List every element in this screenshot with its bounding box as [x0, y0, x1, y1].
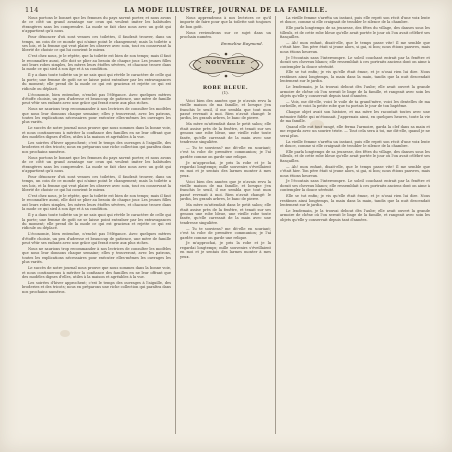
story-part-number: (1). — [222, 90, 229, 96]
paragraph: Ma mère m'attendait dans le petit salon; elle était assise près de la fenêtre, et tenait sur ses genoux une robe bleue, une vieille robe toute fanée, qu'elle caressait de la main avec une tendresse singulière. — [180, 122, 271, 144]
paragraph: — Tu te souviens? me dit-elle en souriant; c'est ta robe de première communion; je l'ai gardée comme on garde une relique. — [180, 226, 271, 240]
middle-column — [180, 16, 271, 436]
paragraph: Les soirées d'hiver approchent; c'est le temps des ouvrages à l'aiguille, des broderies et des tricots; nous en préparons une riche collection qui paraîtra dans nos prochains numéros. — [22, 280, 171, 294]
paragraph: Nous ne saurions trop recommander à nos lectrices de consulter les modèles que nous leur donnons chaque semaine; elles y trouveront, avec les patrons, toutes les explications nécessaires pour exécuter elles-mêmes les ouvrages les plus variés. — [22, 107, 171, 125]
paragraph: Nous ne saurions trop recommander à nos lectrices de consulter les modèles que nous leur donnons chaque semaine; elles y trouveront, avec les patrons, toutes les explications nécessaires pour exécuter elles-mêmes les ouvrages les plus variés. — [22, 247, 171, 265]
paragraph: Le succès de notre journal nous prouve que nous sommes dans la bonne voie, et nous continuerons à mériter la confiance des familles en ne leur offrant que des modèles dignes d'elles, utiles à la maison et agréables à la vue. — [22, 126, 171, 140]
paragraph: — Vois, me dit-elle, voici le voile de ta grand'mère, voici les dentelles de ma corbeille, et voici la petite robe que tu portais le jour de ton baptême. — [280, 99, 430, 109]
paragraph: Voici bien des années que je n'avais revu la vieille maison de ma famille, et lorsque j'en franchis le seuil, il me sembla que tout mon passé revenait à moi. Rien n'avait changé: le jardin, les grands arbres, le banc de pierre. — [180, 179, 271, 202]
paragraph: Nous reviendrons sur ce sujet dans un prochain numéro. — [180, 30, 271, 40]
right-column — [280, 16, 430, 436]
paragraph: La vieille femme s'arrêta un instant, puis elle reprit son récit d'une voix lente et douce, comme si elle craignait de troubler le silence de la chambre. — [280, 16, 430, 25]
column-divider — [275, 16, 276, 434]
paragraph: Le lendemain, je la trouvai debout dès l'aube; elle avait ouvert la grande armoire de chêne où l'on serrait le linge de la famille, et rangeait avec soin les objets qu'elle y conservait depuis tant d'années. — [280, 85, 430, 98]
section-label: NOUVELLE — [205, 59, 246, 66]
paragraph: Je l'écoutais sans l'interrompre. Le soleil couchant entrait par la fenêtre et dorait ses cheveux blancs; elle ressemblait à ces portraits anciens dont on aime à contempler la douce sérénité. — [280, 55, 430, 69]
paragraph: — Ah! mon enfant, disait-elle, que le temps passe vite! Il me semble que c'était hier. Ton père était si jeune alors, si gai, si bon; nous étions pauvres, mais nous étions heureux. — [280, 41, 430, 54]
paragraph: Elle se tut enfin; je vis qu'elle était émue, et je n'osai rien lui dire. Nous restâmes ainsi longtemps, la main dans la main, tandis que la nuit descendait lentement sur le jardin. — [280, 194, 430, 207]
paragraph: Pour dénoncer d'où sont venues ces toilettes, il faudrait trouver, dans un temps, un coin de ce monde qui n'aime point le changement; mais la toilette a ses lois, et la femme qui veut plaire les observe avec soin, tout en conservant la liberté de choisir ce qui lui convient le mieux. — [22, 35, 171, 53]
paragraph: L'économie, bien entendue, n'exclut pas l'élégance. Avec quelques mètres d'étoffe choisie, un peu d'adresse et beaucoup de patience, une mère de famille peut vêtir ses enfants avec une grâce qui ferait envie aux plus riches. — [22, 92, 171, 106]
paragraph: Je l'écoutais sans l'interrompre. Le soleil couchant entrait par la fenêtre et dorait ses cheveux blancs; elle ressemblait à ces portraits anciens dont on aime à contempler la douce sérénité. — [280, 179, 430, 193]
paragraph: — Tu te souviens? me dit-elle en souriant; c'est ta robe de première communion; je l'ai gardée comme on garde une relique. — [180, 145, 271, 159]
paragraph: C'est chez nous, je le répète, que la toilette est bien de son temps; mais il faut le reconnaître aussi, elle doit se plier au besoin de chaque jour. Les jeunes filles ont leurs robes simples, les mères leurs étoffes sévères, et chacune trouve dans la mode ce qui sied à son âge et à sa condition. — [22, 54, 171, 72]
column-divider — [175, 16, 176, 434]
left-column — [22, 16, 171, 436]
paragraph: C'est chez nous, je le répète, que la toilette est bien de son temps; mais il faut le reconnaître aussi, elle doit se plier au besoin de chaque jour. Les jeunes filles ont leurs robes simples, les mères leurs étoffes sévères, et chacune trouve dans la mode ce qui sied à son âge et à sa condition. — [22, 194, 171, 212]
author-signature: Emmeline Raymond. — [220, 40, 263, 46]
paragraph: Chaque objet avait son histoire, et ma mère les racontait toutes avec une mémoire fidèle qui m'étonnait. J'apprenais ainsi, en quelques heures, toute la vie de ma famille. — [280, 110, 430, 124]
paragraph: Ma mère m'attendait dans le petit salon; elle était assise près de la fenêtre, et tenait sur ses genoux une robe bleue, une vieille robe toute fanée, qu'elle caressait de la main avec une tendresse singulière. — [180, 203, 271, 225]
journal-title: LA MODE ILLUSTRÉE, JOURNAL DE LA FAMILLE. — [124, 6, 328, 14]
running-header — [0, 6, 452, 16]
section-banner — [187, 50, 265, 80]
paragraph: — Ah! mon enfant, disait-elle, que le temps passe vite! Il me semble que c'était hier. Ton père était si jeune alors, si gai, si bon; nous étions pauvres, mais nous étions heureux. — [280, 164, 430, 178]
paragraph: La vieille femme s'arrêta un instant, puis elle reprit son récit d'une voix lente et douce, comme si elle craignait de troubler le silence de la chambre. — [280, 139, 430, 149]
paragraph: Il y a dans toute toilette un je ne sais quoi qui révèle le caractère de celle qui la porte; une femme de goût ne se laisse point entraîner par les extravagances du moment; elle prend de la mode ce qui est gracieux et rejette ce qui est ridicule ou déplacé. — [22, 213, 171, 231]
paragraph: Nous portons le bonnet que les femmes du pays savent porter, et nous avons de ce côté un grand avantage sur ceux qui veulent imiter les habitudes étrangères sans les comprendre. La mode se fait chez nous avec un goût qui n'appartient qu'à nous. — [22, 16, 171, 34]
paragraph: Pour dénoncer d'où sont venues ces toilettes, il faudrait trouver, dans un temps, un coin de ce monde qui n'aime point le changement; mais la toilette a ses lois, et la femme qui veut plaire les observe avec soin, tout en conservant la liberté de choisir ce qui lui convient le mieux. — [22, 174, 171, 193]
paragraph: L'économie, bien entendue, n'exclut pas l'élégance. Avec quelques mètres d'étoffe choisie, un peu d'adresse et beaucoup de patience, une mère de famille peut vêtir ses enfants avec une grâce qui ferait envie aux plus riches. — [22, 232, 171, 246]
paragraph: Elle parla longtemps de sa jeunesse, des fêtes du village, des danses sous les tilleuls, et de cette robe bleue qu'elle avait portée le jour où l'on avait célébré ses fiançailles. — [280, 149, 430, 163]
paragraph: Les soirées d'hiver approchent; c'est le temps des ouvrages à l'aiguille, des broderies et des tricots; nous en préparons une riche collection qui paraîtra dans nos prochains numéros. — [22, 141, 171, 154]
paragraph: Je m'approchai, je pris la robe et je la regardai longtemps; mille souvenirs s'éveillaient en moi et je sentais des larmes monter à mes yeux. — [180, 160, 271, 178]
page-number: 114 — [25, 6, 39, 14]
paragraph: Voici bien des années que je n'avais revu la vieille maison de ma famille, et lorsque j'en franchis le seuil, il me sembla que tout mon passé revenait à moi. Rien n'avait changé: le jardin, les grands arbres, le banc de pierre. — [180, 98, 271, 121]
paragraph: Le succès de notre journal nous prouve que nous sommes dans la bonne voie, et nous continuerons à mériter la confiance des familles en ne leur offrant que des modèles dignes d'elles, utiles à la maison et agréables à la vue. — [22, 266, 171, 279]
paragraph: Nous portons le bonnet que les femmes du pays savent porter, et nous avons de ce côté un grand avantage sur ceux qui veulent imiter les habitudes étrangères sans les comprendre. La mode se fait chez nous avec un goût qui n'appartient qu'à nous. — [22, 155, 171, 173]
paragraph: Elle parla longtemps de sa jeunesse, des fêtes du village, des danses sous les tilleuls, et de cette robe bleue qu'elle avait portée le jour où l'on avait célébré ses fiançailles. — [280, 26, 430, 40]
paragraph: Elle se tut enfin; je vis qu'elle était émue, et je n'osai rien lui dire. Nous restâmes ainsi longtemps, la main dans la main, tandis que la nuit descendait lentement sur le jardin. — [280, 70, 430, 84]
paragraph: Nous apprendrons à nos lectrices ce qu'il importe de faire pour que la toilette soit toujours de bon goût. — [180, 16, 271, 29]
paragraph: Je m'approchai, je pris la robe et je la regardai longtemps; mille souvenirs s'éveillaient en moi et je sentais des larmes monter à mes yeux. — [180, 241, 271, 259]
paragraph: Le lendemain, je la trouvai debout dès l'aube; elle avait ouvert la grande armoire de chêne où l'on serrait le linge de la famille, et rangeait avec soin les objets qu'elle y conservait depuis tant d'années. — [280, 208, 430, 222]
paragraph: Il y a dans toute toilette un je ne sais quoi qui révèle le caractère de celle qui la porte; une femme de goût ne se laisse point entraîner par les extravagances du moment; elle prend de la mode ce qui est gracieux et rejette ce qui est ridicule ou déplacé. — [22, 73, 171, 91]
story-title: ROBE BLEUE. — [202, 84, 249, 91]
paragraph: Quand elle eut tout rangé, elle ferma l'armoire, garda la clef dans sa main et me regarda avec un sourire triste. — Tout cela sera à toi, me dit-elle, quand je ne serai plus. — [280, 124, 430, 138]
